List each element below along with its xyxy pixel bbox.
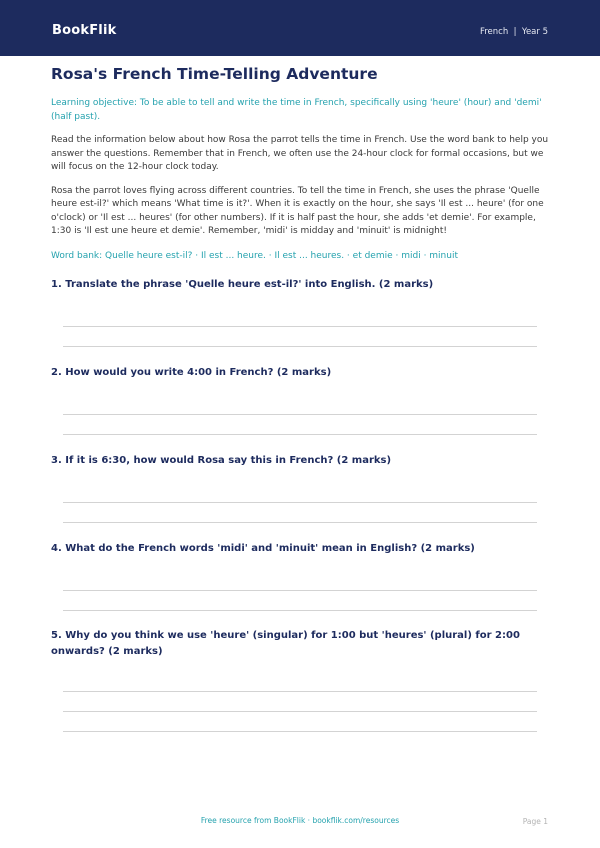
answer-line[interactable]	[63, 414, 537, 415]
intro-section	[51, 64, 549, 263]
answer-line[interactable]	[63, 502, 537, 503]
question-4: 4. What do the French words 'midi' and 'minuit' mean in English? (2 marks)	[51, 543, 475, 554]
answer-line[interactable]	[63, 731, 537, 732]
question-5: 5. Why do you think we use 'heure' (singular) for 1:00 but 'heures' (plural) for 2:00 onwards? (2 marks)	[51, 630, 520, 657]
intro-paragraph: Read the information below about how Rosa the parrot tells the time in French. Use the word bank to help you answer the questions. Remember that in French, we often use the 24-hour clock for formal occasions, but we will focus on the 12-hour clock today.	[51, 135, 549, 172]
page-title: Rosa's French Time-Telling Adventure	[51, 65, 378, 83]
page-header	[0, 0, 600, 56]
question-2: 2. How would you write 4:00 in French? (2 marks)	[51, 367, 332, 378]
story-paragraph: Rosa the parrot loves flying across different countries. To tell the time in French, she uses the phrase 'Quelle heure est-il?' which means 'What time is it?'. When it is exactly on the hour, she says 'Il est ... heure' (for one o'clock) or 'Il est ... heures' (for other numbers). If it is half past the hour, she adds 'et demie'. For example, 1:30 is 'Il est une heure et demie'. Remember, 'midi' is midday and 'minuit' is midnight!	[51, 185, 544, 236]
answer-line[interactable]	[63, 691, 537, 692]
answer-line[interactable]	[63, 522, 537, 523]
answer-line[interactable]	[63, 711, 537, 712]
brand-logo: BookFlik	[52, 23, 117, 38]
answer-line[interactable]	[63, 610, 537, 611]
question-3: 3. If it is 6:30, how would Rosa say this in French? (2 marks)	[51, 455, 392, 466]
learning-objective: Learning objective: To be able to tell and write the time in French, specifically using 'heure' (hour) and 'demi' (half past).	[51, 98, 542, 122]
answer-line[interactable]	[63, 434, 537, 435]
subject-year-label: French | Year 5	[479, 27, 548, 37]
page-number: Page 1	[522, 817, 548, 826]
answer-line[interactable]	[63, 346, 537, 347]
answer-line[interactable]	[63, 326, 537, 327]
word-bank: Word bank: Quelle heure est-il? · Il est ... heure. · Il est ... heures. · et demie · midi · minuit	[51, 250, 458, 261]
question-1: 1. Translate the phrase 'Quelle heure est-il?' into English. (2 marks)	[51, 279, 434, 290]
footer-credit: Free resource from BookFlik · bookflik.com/resources	[200, 816, 400, 825]
answer-line[interactable]	[63, 590, 537, 591]
